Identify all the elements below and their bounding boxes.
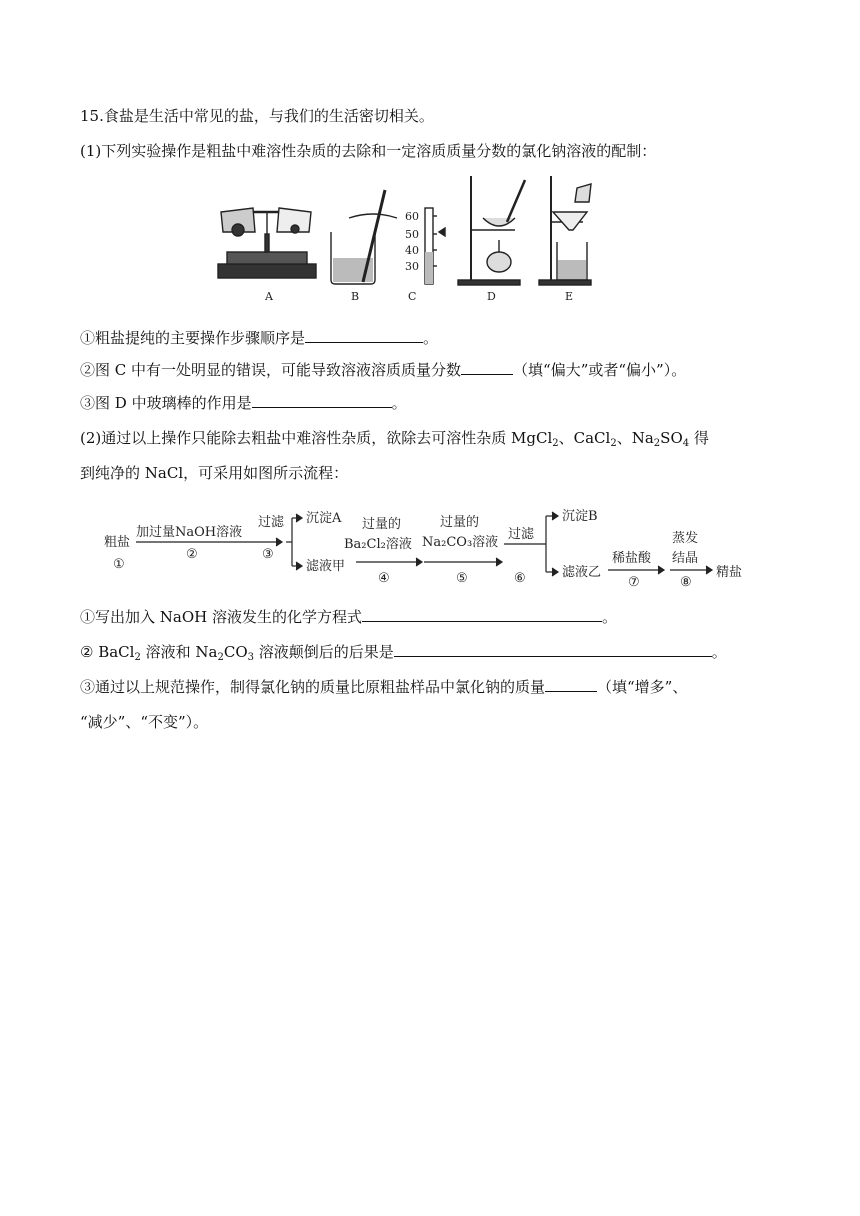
part1-intro: (1)下列实验操作是粗盐中难溶性杂质的去除和一定溶质质量分数的氯化钠溶液的配制： [80, 142, 657, 160]
label-a: A [265, 290, 273, 303]
q1-1: ①粗盐提纯的主要操作步骤顺序是 。 [80, 329, 439, 347]
flow-n5: ⑤ [456, 571, 468, 586]
answer-blank-6[interactable] [545, 677, 597, 692]
label-d: D [487, 290, 496, 303]
flow-ppt-b: 沉淀B [562, 509, 598, 524]
flow-n7: ⑦ [628, 575, 640, 590]
flow-na2co3-top: 过量的 [440, 515, 480, 530]
label-c: C [408, 290, 417, 303]
answer-blank-2[interactable] [461, 360, 513, 375]
q2-1: ①写出加入 NaOH 溶液发生的化学方程式 。 [80, 608, 617, 626]
flow-naoh: 加过量NaOH溶液 [136, 525, 243, 540]
part2-line2: 到纯净的 NaCl，可采用如图所示流程： [80, 464, 349, 482]
cylinder-c [425, 208, 445, 284]
answer-blank-1[interactable] [305, 328, 423, 343]
flow-ppt-a: 沉淀A [306, 511, 342, 526]
flow-n1: ① [113, 557, 125, 572]
tick-50: 50 [405, 228, 419, 241]
flow-crude-salt: 粗盐 [104, 535, 131, 550]
flow-filter2: 过滤 [508, 527, 535, 542]
flow-hcl: 稀盐酸 [612, 551, 652, 566]
part2-line1: (2)通过以上操作只能除去粗盐中难溶性杂质，欲除去可溶性杂质 MgCl$_2$、CaCl$_2$、$Na_2SO_4$ 得 [80, 429, 709, 449]
q2-3-line1: ③通过以上规范操作，制得氯化钠的质量比原粗盐样品中氯化钠的质量 （填“增多”、 [80, 678, 688, 696]
q2-2: ② BaCl$_2$ 溶液和 $Na_2CO_3$ 溶液颠倒后的后果是 。 [80, 643, 727, 663]
apparatus-figure [213, 172, 593, 307]
label-e: E [565, 290, 574, 303]
balance-a [218, 208, 316, 278]
flow-filtrate-jia: 滤液甲 [306, 559, 346, 574]
answer-blank-5[interactable] [394, 642, 712, 657]
flow-n4: ④ [378, 571, 390, 586]
tick-60: 60 [405, 210, 419, 223]
tick-40: 40 [405, 244, 419, 257]
answer-blank-4[interactable] [362, 607, 602, 622]
flow-evap2: 结晶 [672, 551, 699, 566]
q1-3: ③图 D 中玻璃棒的作用是 。 [80, 394, 407, 412]
flow-n2: ② [186, 547, 198, 562]
flow-n8: ⑧ [680, 575, 692, 590]
evaporation-d [458, 176, 525, 285]
tick-30: 30 [405, 260, 419, 273]
flow-fine-salt: 精盐 [716, 565, 743, 580]
process-flowchart [100, 500, 780, 590]
question-title: 15.食盐是生活中常见的盐，与我们的生活密切相关。 [80, 107, 434, 125]
q2-3-line2: “减少”、“不变”）。 [80, 713, 209, 731]
flow-evap1: 蒸发 [672, 531, 699, 546]
q1-2: ②图 C 中有一处明显的错误，可能导致溶液溶质质量分数 （填“偏大”或者“偏小”）。 [80, 361, 687, 379]
flow-filter1: 过滤 [258, 515, 285, 530]
flow-bacl2-top: 过量的 [362, 517, 402, 532]
flow-bacl2: Ba₂Cl₂溶液 [344, 537, 412, 552]
label-b: B [351, 290, 360, 303]
flow-filtrate-yi: 滤液乙 [562, 565, 602, 580]
flow-n6: ⑥ [514, 571, 526, 586]
filtration-e [539, 176, 591, 285]
flow-n3: ③ [262, 547, 274, 562]
answer-blank-3[interactable] [252, 393, 392, 408]
flow-na2co3: Na₂CO₃溶液 [422, 535, 499, 550]
beaker-b [331, 190, 397, 284]
